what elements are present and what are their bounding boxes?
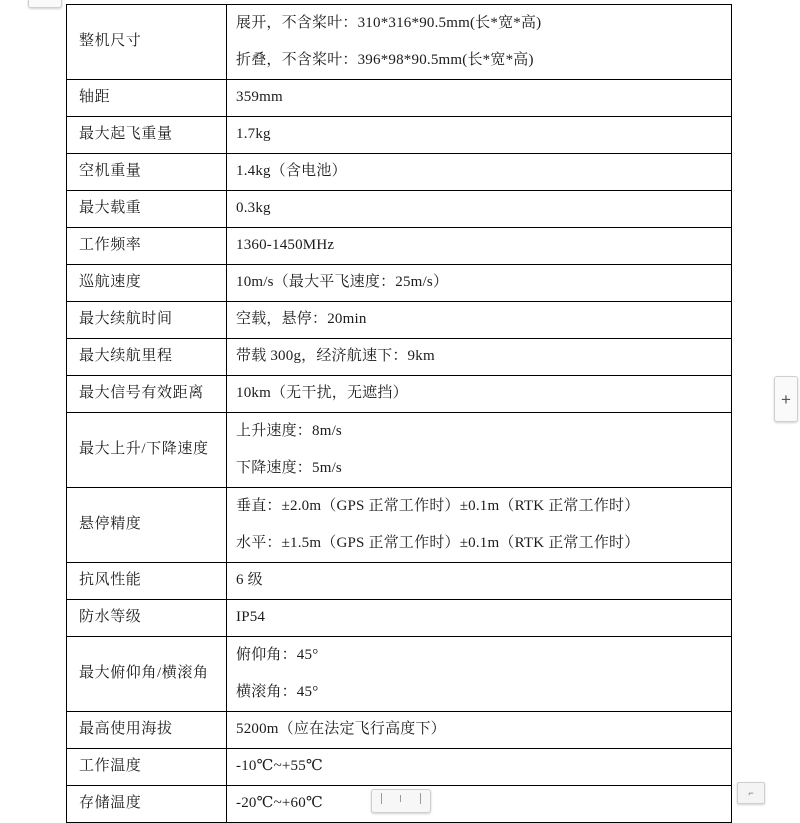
spec-value-line: 0.3kg	[236, 200, 271, 217]
spec-value-cell	[227, 600, 732, 637]
spec-value-cell	[227, 228, 732, 265]
plus-icon: +	[781, 389, 791, 409]
table-row	[67, 749, 732, 786]
spec-value-line: 下降速度：5m/s	[236, 459, 342, 476]
table-row	[67, 302, 732, 339]
spec-label-cell: 最大起飞重量	[67, 117, 227, 154]
spec-label-cell: 悬停精度	[67, 488, 227, 563]
table-row	[67, 117, 732, 154]
top-left-viewer-control[interactable]	[28, 0, 62, 8]
spec-label-cell: 最大俯仰角/横滚角	[67, 637, 227, 712]
resize-handle-icon: ⌐	[748, 787, 754, 798]
spec-label-cell: 最大信号有效距离	[67, 376, 227, 413]
spec-value-line: 展开，不含桨叶：310*316*90.5mm(长*宽*高)	[236, 14, 542, 31]
table-row	[67, 413, 732, 488]
spec-value-line: 6 级	[236, 572, 263, 589]
pager-tick-right-icon	[420, 793, 421, 804]
spec-value-line: 1.4kg（含电池）	[236, 163, 347, 180]
spec-label-cell: 最大上升/下降速度	[67, 413, 227, 488]
spec-label-cell: 最大载重	[67, 191, 227, 228]
table-row	[67, 80, 732, 117]
table-row	[67, 265, 732, 302]
table-row	[67, 191, 732, 228]
table-row	[67, 637, 732, 712]
spec-value-cell	[227, 749, 732, 786]
spec-label-cell: 最大续航时间	[67, 302, 227, 339]
spec-value-cell	[227, 786, 732, 823]
table-row	[67, 376, 732, 413]
specification-table	[66, 4, 732, 823]
bottom-right-viewer-control[interactable]	[737, 782, 765, 804]
table-row	[67, 563, 732, 600]
spec-label-cell: 工作频率	[67, 228, 227, 265]
spec-label-cell: 最高使用海拔	[67, 712, 227, 749]
spec-value-line: 5200m（应在法定飞行高度下）	[236, 721, 446, 738]
spec-value-cell	[227, 637, 732, 712]
spec-value-cell	[227, 413, 732, 488]
spec-value-cell	[227, 117, 732, 154]
pager-tick-left-icon	[381, 793, 382, 804]
spec-value-line: 359mm	[236, 89, 283, 106]
spec-label-cell: 整机尺寸	[67, 5, 227, 80]
specification-table-body	[67, 5, 732, 823]
spec-value-cell	[227, 339, 732, 376]
spec-label-cell: 最大续航里程	[67, 339, 227, 376]
spec-value-line: 10m/s（最大平飞速度：25m/s）	[236, 274, 449, 291]
pager-tick-mid-icon	[400, 795, 401, 802]
spec-value-cell	[227, 302, 732, 339]
spec-value-cell	[227, 712, 732, 749]
spec-value-line: 垂直：±2.0m（GPS 正常工作时）±0.1m（RTK 正常工作时）	[236, 497, 640, 514]
spec-label-cell: 轴距	[67, 80, 227, 117]
spec-value-line: 空载，悬停：20min	[236, 311, 367, 328]
spec-value-line: 1.7kg	[236, 126, 271, 143]
table-row	[67, 5, 732, 80]
spec-value-line: 10km（无干扰，无遮挡）	[236, 385, 408, 402]
spec-value-line: 横滚角：45°	[236, 683, 319, 700]
spec-label-cell: 防水等级	[67, 600, 227, 637]
table-row	[67, 339, 732, 376]
spec-value-cell	[227, 154, 732, 191]
spec-value-cell	[227, 563, 732, 600]
table-row	[67, 488, 732, 563]
table-row	[67, 228, 732, 265]
spec-label-cell: 空机重量	[67, 154, 227, 191]
spec-value-line: 水平：±1.5m（GPS 正常工作时）±0.1m（RTK 正常工作时）	[236, 534, 640, 551]
spec-value-line: -10℃~+55℃	[236, 758, 323, 775]
zoom-in-button[interactable]	[774, 376, 798, 422]
spec-value-cell	[227, 488, 732, 563]
spec-value-cell	[227, 376, 732, 413]
spec-value-line: 折叠，不含桨叶：396*98*90.5mm(长*宽*高)	[236, 51, 534, 68]
spec-value-line: IP54	[236, 609, 266, 626]
spec-value-line: -20℃~+60℃	[236, 795, 323, 812]
table-row	[67, 154, 732, 191]
spec-label-cell: 巡航速度	[67, 265, 227, 302]
spec-label-cell: 存储温度	[67, 786, 227, 823]
spec-value-cell	[227, 265, 732, 302]
spec-value-line: 带载 300g，经济航速下：9km	[236, 348, 435, 365]
table-row	[67, 712, 732, 749]
spec-value-line: 上升速度：8m/s	[236, 422, 342, 439]
spec-label-cell: 工作温度	[67, 749, 227, 786]
spec-value-line: 俯仰角：45°	[236, 646, 319, 663]
spec-value-cell	[227, 80, 732, 117]
spec-value-cell	[227, 191, 732, 228]
spec-value-cell	[227, 5, 732, 80]
bottom-pager-control[interactable]	[371, 789, 431, 813]
table-row	[67, 600, 732, 637]
spec-label-cell: 抗风性能	[67, 563, 227, 600]
spec-value-line: 1360-1450MHz	[236, 237, 335, 254]
